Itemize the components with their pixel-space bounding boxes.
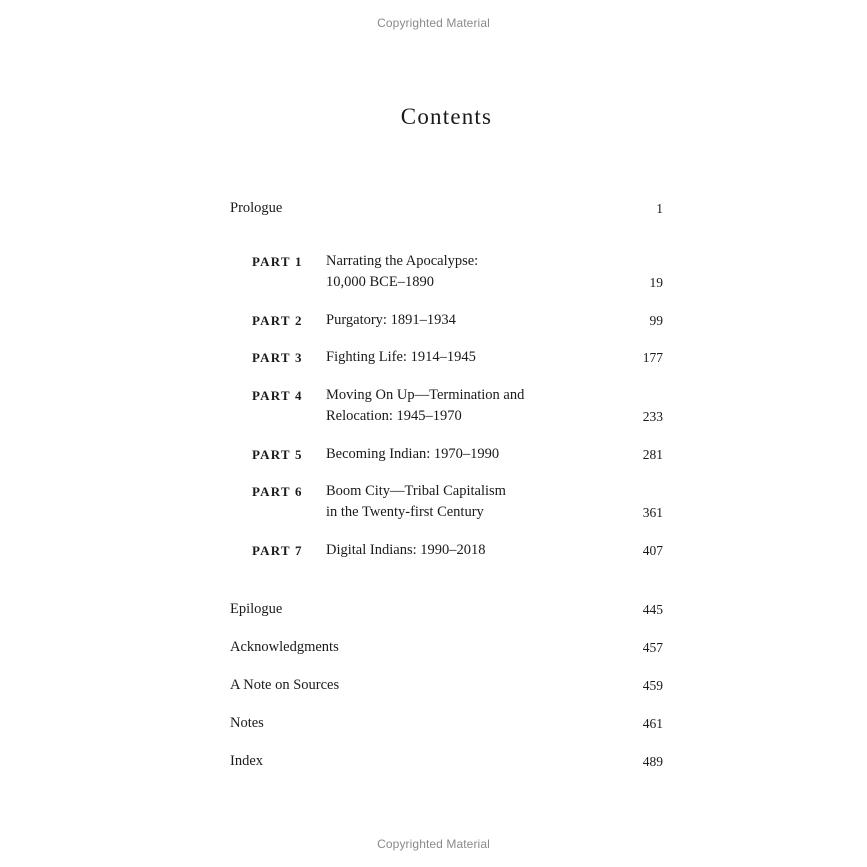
toc-part-title-line-1: Narrating the Apocalypse: xyxy=(326,253,479,269)
copyright-watermark-bottom: Copyrighted Material xyxy=(377,837,490,851)
toc-page-number: 445 xyxy=(642,602,663,617)
toc-part-title-line-1: Fighting Life: 1914–1945 xyxy=(326,349,476,365)
toc-page-number: 177 xyxy=(642,350,663,365)
toc-page-number: 461 xyxy=(642,716,663,731)
toc-entry-label: Index xyxy=(230,753,264,769)
toc-page-number: 459 xyxy=(642,678,663,693)
toc-part-title-line-1: Boom City—Tribal Capitalism xyxy=(326,483,506,499)
toc-part-label: PART 7 xyxy=(252,543,303,558)
toc-entry-label: Epilogue xyxy=(230,601,283,617)
toc-part-title-line-2: in the Twenty-first Century xyxy=(326,504,484,520)
toc-page-number: 361 xyxy=(642,505,663,520)
toc-part-title-line-1: Purgatory: 1891–1934 xyxy=(326,312,456,328)
copyright-watermark-top: Copyrighted Material xyxy=(377,16,490,30)
toc-part-title-line-2: 10,000 BCE–1890 xyxy=(326,274,434,290)
toc-page-number: 457 xyxy=(642,640,663,655)
toc-part-label: PART 4 xyxy=(252,388,303,403)
toc-entry-label: Prologue xyxy=(230,200,283,216)
toc-part-label: PART 3 xyxy=(252,350,303,365)
toc-page-number: 233 xyxy=(642,409,663,424)
toc-part-label: PART 2 xyxy=(252,313,303,328)
toc-part-label: PART 5 xyxy=(252,447,303,462)
toc-part-title-line-1: Moving On Up—Termination and xyxy=(326,387,525,403)
toc-part-title-line-1: Digital Indians: 1990–2018 xyxy=(326,542,486,558)
toc-page-number: 1 xyxy=(656,201,663,216)
toc-entry-label: A Note on Sources xyxy=(230,677,340,693)
toc-entry-label: Acknowledgments xyxy=(230,639,339,655)
toc-page-number: 489 xyxy=(642,754,663,769)
toc-entry-label: Notes xyxy=(230,715,264,731)
page-title: Contents xyxy=(400,104,493,129)
toc-part-label: PART 1 xyxy=(252,254,303,269)
toc-page-number: 407 xyxy=(642,543,663,558)
toc-page-number: 19 xyxy=(649,275,663,290)
toc-part-label: PART 6 xyxy=(252,484,303,499)
toc-part-title-line-2: Relocation: 1945–1970 xyxy=(326,408,462,424)
toc-part-title-line-1: Becoming Indian: 1970–1990 xyxy=(326,446,500,462)
toc-page-number: 99 xyxy=(649,313,663,328)
toc-page-number: 281 xyxy=(642,447,663,462)
